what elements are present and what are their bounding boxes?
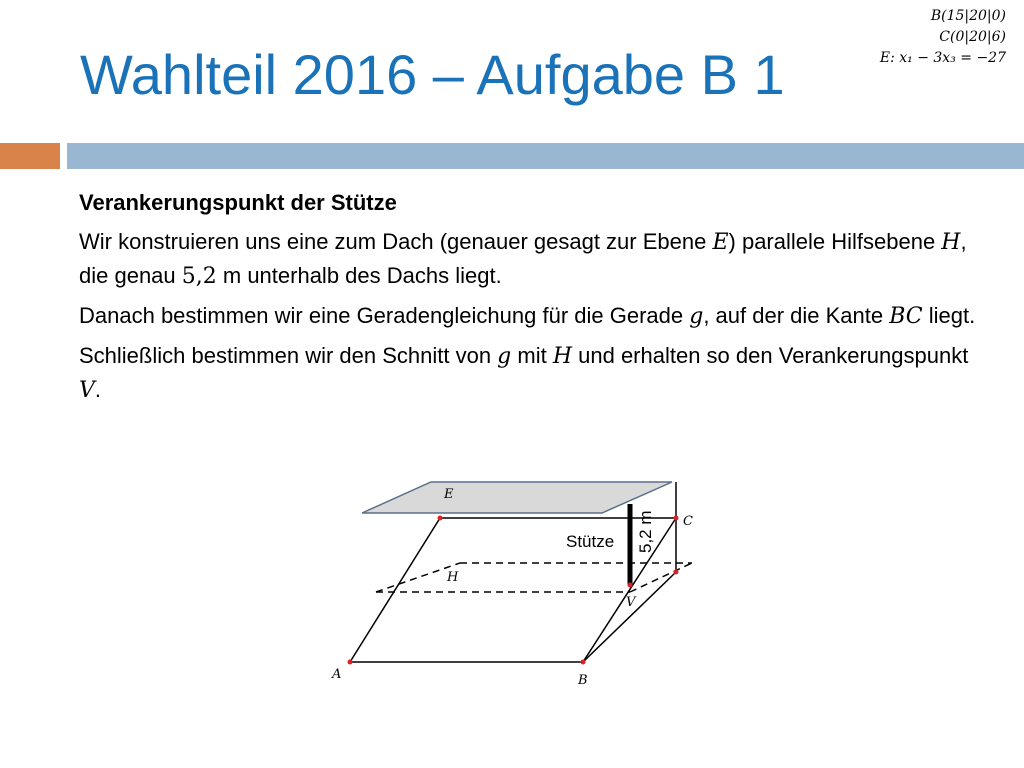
point-a [348, 660, 353, 665]
page-title: Wahlteil 2016 – Aufgabe B 1 [80, 43, 785, 106]
var-bc: BC [889, 304, 923, 329]
label-e: E [444, 487, 454, 502]
var-h: H [552, 344, 573, 369]
plane-e [362, 482, 672, 513]
plane-e-equation: E: x₁ − 3x₃ = −27 [879, 50, 1006, 66]
point-c-coords: C(0|20|6) [939, 29, 1006, 45]
point-c [674, 516, 679, 521]
label-h: H [447, 570, 459, 585]
var-h: H [941, 230, 961, 255]
var-g: g [689, 304, 704, 329]
text: Wir konstruieren uns eine zum Dach (genauer gesagt zur Ebene [79, 229, 713, 254]
label-b: B [578, 673, 588, 688]
section-heading: Verankerungspunkt der Stütze [79, 190, 397, 215]
var-v: V [79, 378, 95, 403]
text: ) parallele Hilfsebene [728, 229, 942, 254]
label-stuetze: Stütze [566, 532, 615, 551]
text: und erhalten so den Verankerungspunkt [572, 343, 969, 368]
label-v: V [626, 595, 636, 610]
edge-left [350, 518, 440, 662]
text: . [94, 377, 102, 402]
point-h-right [674, 570, 679, 575]
point-top-left [438, 516, 443, 521]
text: liegt. [922, 303, 976, 328]
text: , die genau [79, 229, 967, 288]
text: , auf der die Kante [703, 303, 890, 328]
point-b [581, 660, 586, 665]
label-a: A [332, 667, 342, 682]
label-c: C [683, 514, 693, 529]
point-v [628, 583, 633, 588]
text: Schließlich bestimmen wir den Schnitt von [79, 343, 498, 368]
text: m unterhalb des Dachs liegt. [216, 263, 502, 288]
text: mit [511, 343, 553, 368]
var-e: E [712, 230, 729, 255]
point-b-coords: B(15|20|0) [930, 8, 1006, 24]
label-distance: 5,2 m [636, 510, 655, 553]
var-g: g [497, 344, 512, 369]
text: Danach bestimmen wir eine Geradengleichung für die Gerade [79, 303, 690, 328]
distance-value: 5,2 [181, 264, 217, 289]
